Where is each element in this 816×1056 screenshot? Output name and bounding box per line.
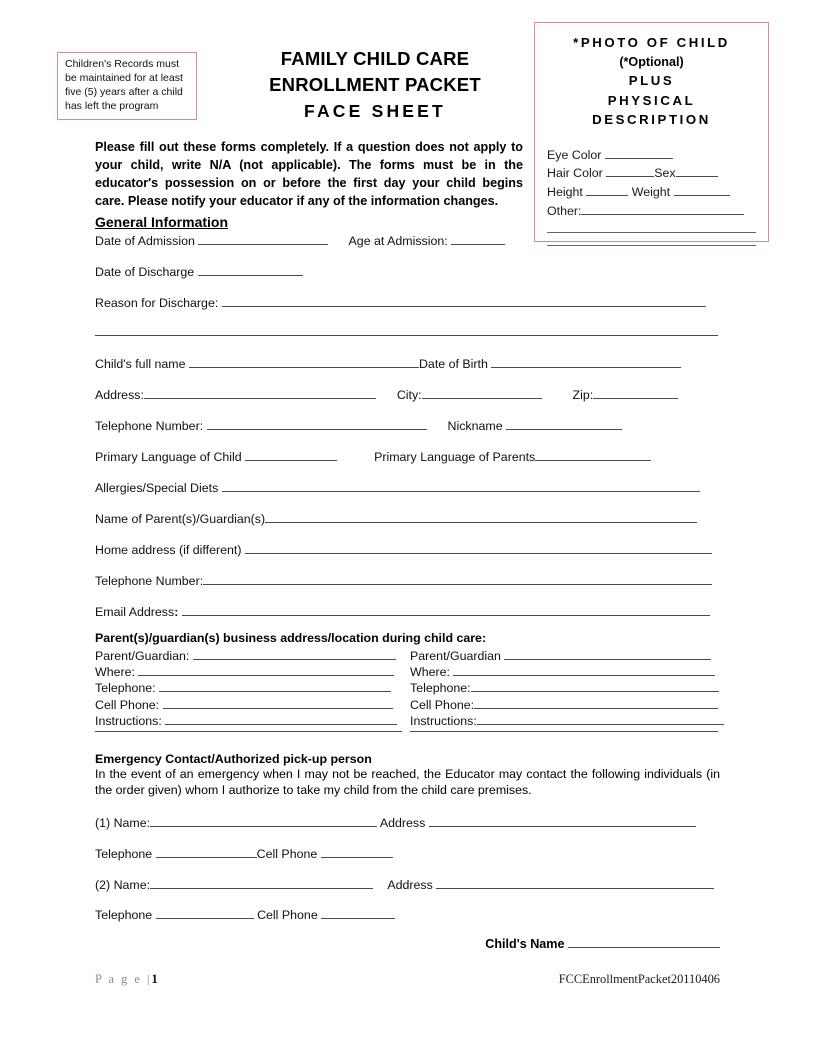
age-at-admission-input[interactable] (451, 233, 505, 245)
photo-head-line-2: (*Optional) (619, 54, 684, 69)
photo-of-child-box (534, 22, 769, 242)
contact-2-telephone-label: Telephone (95, 908, 153, 922)
address-input[interactable] (144, 387, 376, 399)
home-address-row (95, 542, 712, 557)
title-line-1: FAMILY CHILD CARE (280, 48, 470, 69)
date-of-birth-label: Date of Birth (418, 357, 488, 371)
contact-1-address-label: Address (379, 816, 426, 830)
email-address-input[interactable] (182, 604, 710, 616)
photo-head-line-5: DESCRIPTION (592, 112, 711, 128)
allergies-label: Allergies/Special Diets (95, 481, 219, 495)
child-name-dob-row (95, 356, 681, 371)
eye-color-label: Eye Color (547, 147, 602, 162)
contact-2-name-label: (2) Name: (95, 878, 151, 892)
business-left-column (95, 648, 397, 729)
eye-color-row (547, 146, 756, 165)
zip-label: Zip: (572, 388, 594, 402)
childs-name-label: Child's Name (485, 937, 565, 951)
page-number-footer (95, 972, 158, 987)
contact-2-cell-label: Cell Phone (257, 908, 318, 922)
biz-right-parent-guardian-label: Parent/Guardian (410, 649, 501, 663)
parent-guardian-names-row (95, 511, 697, 526)
city-label: City: (396, 388, 422, 402)
biz-right-where-input[interactable] (453, 664, 715, 676)
date-of-discharge-input[interactable] (198, 264, 303, 276)
biz-left-where-row (95, 664, 397, 680)
title-line-2: ENROLLMENT PACKET (269, 74, 481, 96)
address-city-zip-row (95, 387, 678, 402)
date-of-admission-input[interactable] (198, 233, 328, 245)
reason-for-discharge-line-2[interactable] (95, 335, 718, 336)
biz-left-instructions-input[interactable] (165, 713, 397, 725)
date-of-admission-label: Date of Admission (95, 234, 195, 248)
biz-left-parent-guardian-row (95, 648, 397, 664)
primary-language-child-input[interactable] (245, 449, 337, 461)
biz-left-parent-guardian-label: Parent/Guardian: (95, 649, 190, 663)
physical-description-fields (547, 146, 756, 246)
other-input[interactable] (581, 203, 744, 215)
primary-language-row (95, 449, 651, 464)
contact-1-telephone-label: Telephone (95, 847, 153, 861)
primary-language-child-label: Primary Language of Child (95, 450, 242, 464)
biz-right-instructions-label: Instructions: (410, 713, 477, 728)
allergies-input[interactable] (222, 480, 700, 492)
emergency-contact-2-name-row (95, 877, 714, 892)
reason-for-discharge-input[interactable] (222, 295, 706, 307)
height-input[interactable] (586, 184, 628, 196)
date-of-discharge-label: Date of Discharge (95, 265, 195, 279)
business-address-heading: Parent(s)/guardian(s) business address/location during child care: (95, 631, 487, 645)
childs-name-input[interactable] (568, 936, 720, 948)
childs-full-name-label: Child's full name (95, 357, 186, 371)
parent-guardian-names-input[interactable] (265, 511, 697, 523)
telephone-nickname-row (95, 418, 622, 433)
page-word: P a g e (95, 972, 148, 986)
telephone-number-2-row (95, 573, 712, 588)
emergency-contact-2-phone-row (95, 907, 395, 922)
contact-1-telephone-input[interactable] (156, 846, 257, 858)
email-address-row (95, 604, 710, 619)
telephone-number-2-input[interactable] (203, 573, 712, 585)
contact-2-telephone-input[interactable] (156, 907, 254, 919)
biz-right-parent-guardian-row (410, 648, 724, 664)
biz-left-parent-guardian-input[interactable] (193, 648, 396, 660)
hair-color-row (547, 164, 756, 183)
biz-right-instructions-input[interactable] (477, 713, 724, 725)
home-address-label: Home address (if different) (95, 543, 242, 557)
photo-box-heading (547, 33, 756, 130)
biz-left-where-input[interactable] (138, 664, 394, 676)
emergency-contact-heading: Emergency Contact/Authorized pick-up person (95, 752, 372, 766)
childs-name-footer-field (485, 936, 720, 951)
contact-1-name-input[interactable] (150, 815, 377, 827)
page-title (215, 46, 535, 123)
email-address-label: Email Address (95, 605, 175, 619)
biz-right-cell-phone-row (410, 697, 724, 713)
biz-right-telephone-input[interactable] (471, 680, 719, 692)
admission-row (95, 233, 505, 248)
eye-color-input[interactable] (605, 147, 673, 159)
page-separator: | (147, 972, 152, 986)
emergency-contact-1-phone-row (95, 846, 393, 861)
reason-for-discharge-row (95, 295, 706, 310)
primary-language-parents-input[interactable] (535, 449, 651, 461)
contact-2-cell-input[interactable] (321, 907, 395, 919)
biz-left-telephone-row (95, 680, 397, 696)
biz-left-telephone-label: Telephone: (95, 681, 156, 696)
title-line-3: FACE SHEET (304, 100, 446, 121)
allergies-row (95, 480, 700, 495)
biz-right-parent-guardian-input[interactable] (504, 648, 711, 660)
photo-head-line-3: PLUS (628, 73, 675, 89)
zip-input[interactable] (593, 387, 678, 399)
childs-full-name-input[interactable] (189, 356, 419, 368)
biz-left-where-label: Where: (95, 665, 135, 680)
date-of-birth-input[interactable] (491, 356, 681, 368)
contact-1-address-input[interactable] (429, 815, 696, 827)
biz-right-where-row (410, 664, 724, 680)
biz-right-telephone-label: Telephone: (410, 681, 471, 696)
biz-left-instructions-row (95, 713, 397, 729)
emergency-contact-1-name-row (95, 815, 696, 830)
page-number: 1 (151, 972, 158, 986)
records-retention-notice: Children's Records must be maintained for at least five (5) years after a child has left the program (57, 52, 197, 120)
biz-right-telephone-row (410, 680, 724, 696)
biz-right-where-label: Where: (410, 665, 450, 680)
other-row (547, 202, 756, 221)
address-label: Address: (95, 388, 144, 402)
biz-left-instructions-label: Instructions: (95, 713, 162, 728)
sex-input[interactable] (676, 165, 718, 177)
contact-1-cell-label: Cell Phone (256, 847, 318, 861)
primary-language-parents-label: Primary Language of Parents (374, 450, 536, 464)
business-right-column (410, 648, 724, 729)
parent-guardian-names-label: Name of Parent(s)/Guardian(s) (95, 512, 266, 526)
city-input[interactable] (422, 387, 542, 399)
biz-right-instructions-row (410, 713, 724, 729)
general-information-heading: General Information (95, 214, 229, 230)
email-address-colon: : (174, 605, 179, 619)
biz-left-cell-phone-row (95, 697, 397, 713)
age-at-admission-label: Age at Admission: (348, 234, 448, 248)
document-code-footer: FCCEnrollmentPacket20110406 (558, 972, 720, 986)
other-label: Other: (547, 203, 582, 218)
biz-right-extra-line[interactable] (410, 731, 718, 732)
instructions-paragraph: Please fill out these forms completely. If a question does not apply to your child, write N/A (not applicable). The forms must be in the educator's possession on or before the first day your child begins care. Please notify your educator if any of the information changes. (95, 140, 523, 208)
weight-label: Weight (631, 184, 671, 199)
biz-left-cell-phone-label: Cell Phone: (95, 697, 160, 712)
contact-2-address-label: Address (387, 878, 433, 892)
discharge-date-row (95, 264, 303, 279)
contact-2-name-input[interactable] (150, 877, 373, 889)
biz-right-cell-phone-label: Cell Phone: (410, 697, 475, 712)
emergency-paragraph: In the event of an emergency when I may not be reached, the Educator may contact the following individuals (in the order given) whom I authorize to take my child from the child care premises. (95, 767, 720, 798)
biz-left-extra-line[interactable] (95, 731, 402, 732)
other-extra-line-1[interactable] (547, 232, 756, 233)
weight-input[interactable] (674, 184, 730, 196)
home-address-input[interactable] (245, 542, 712, 554)
hair-color-label: Hair Color (547, 166, 603, 181)
sex-label: Sex (654, 166, 676, 181)
hair-color-input[interactable] (606, 165, 654, 177)
height-weight-row (547, 183, 756, 202)
contact-1-name-label: (1) Name: (95, 816, 151, 830)
photo-head-line-1: *PHOTO OF CHILD (573, 35, 730, 50)
telephone-number-input[interactable] (207, 418, 427, 430)
contact-1-cell-input[interactable] (321, 846, 393, 858)
other-extra-line-2[interactable] (547, 245, 756, 246)
telephone-number-2-label: Telephone Number: (95, 574, 204, 588)
nickname-input[interactable] (506, 418, 622, 430)
height-label: Height (547, 184, 583, 199)
contact-2-address-input[interactable] (436, 877, 714, 889)
biz-left-telephone-input[interactable] (159, 680, 391, 692)
biz-left-cell-phone-input[interactable] (163, 697, 393, 709)
nickname-label: Nickname (447, 419, 503, 433)
biz-right-cell-phone-input[interactable] (474, 697, 718, 709)
reason-for-discharge-label: Reason for Discharge: (95, 296, 219, 310)
telephone-number-label: Telephone Number: (95, 419, 204, 433)
photo-head-line-4: PHYSICAL (607, 92, 696, 108)
